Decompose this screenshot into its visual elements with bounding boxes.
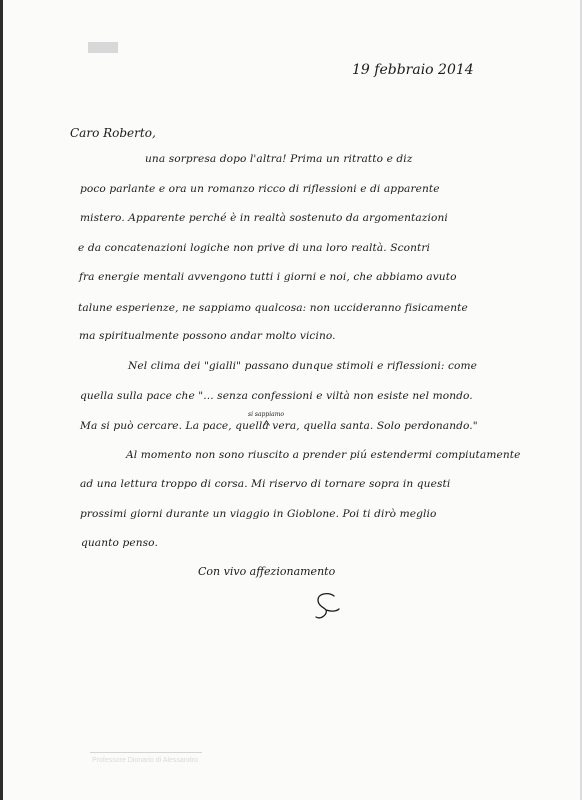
signature (312, 590, 342, 624)
letter-line: Al momento non sono riuscito a prender piú estendermi compiutamente (126, 449, 521, 461)
letter-closing: Con vivo affezionamento (198, 565, 336, 578)
letter-line: una sorpresa dopo l'altra! Prima un ritratto e diz (145, 153, 413, 165)
letter-line: poco parlante e ora un romanzo ricco di riflessioni e di apparente (80, 183, 440, 195)
letter-line: e da concatenazioni logiche non prive di una loro realtà. Scontri (78, 242, 431, 254)
footer-watermark: Professore Dionario di Alessandro (92, 757, 198, 764)
letter-line: quanto penso. (81, 537, 158, 549)
footer-rule (90, 752, 202, 753)
letter-date: 19 febbraio 2014 (352, 62, 474, 78)
letter-line: quella sulla pace che "... senza confessioni e viltà non esiste nel mondo. (80, 390, 473, 402)
letter-line: ad una lettura troppo di corsa. Mi riservo di tornare sopra in questi (80, 478, 451, 490)
letter-line: fra energie mentali avvengono tutti i giorni e noi, che abbiamo avuto (79, 271, 457, 283)
letter-line: talune esperienze, ne sappiamo qualcosa: non uccideranno fisicamente (78, 302, 468, 314)
letter-line: ma spiritualmente possono andar molto vicino. (79, 330, 336, 342)
letter-line: Ma si può cercare. La pace, quella vera, quella santa. Solo perdonando." (80, 420, 478, 432)
letter-line: Nel clima dei "gialli" passano dunque stimoli e riflessioni: come (128, 360, 478, 372)
letter-greeting: Caro Roberto, (70, 126, 156, 140)
letter-line: prossimi giorni durante un viaggio in Gioblone. Poi ti dirò meglio (80, 508, 437, 520)
letter-line: mistero. Apparente perché è in realtà sostenuto da argomentazioni (80, 212, 448, 224)
letter-insertion: si sappiamo (248, 411, 285, 418)
scan-left-edge (0, 0, 3, 800)
redaction-mark (88, 42, 118, 53)
